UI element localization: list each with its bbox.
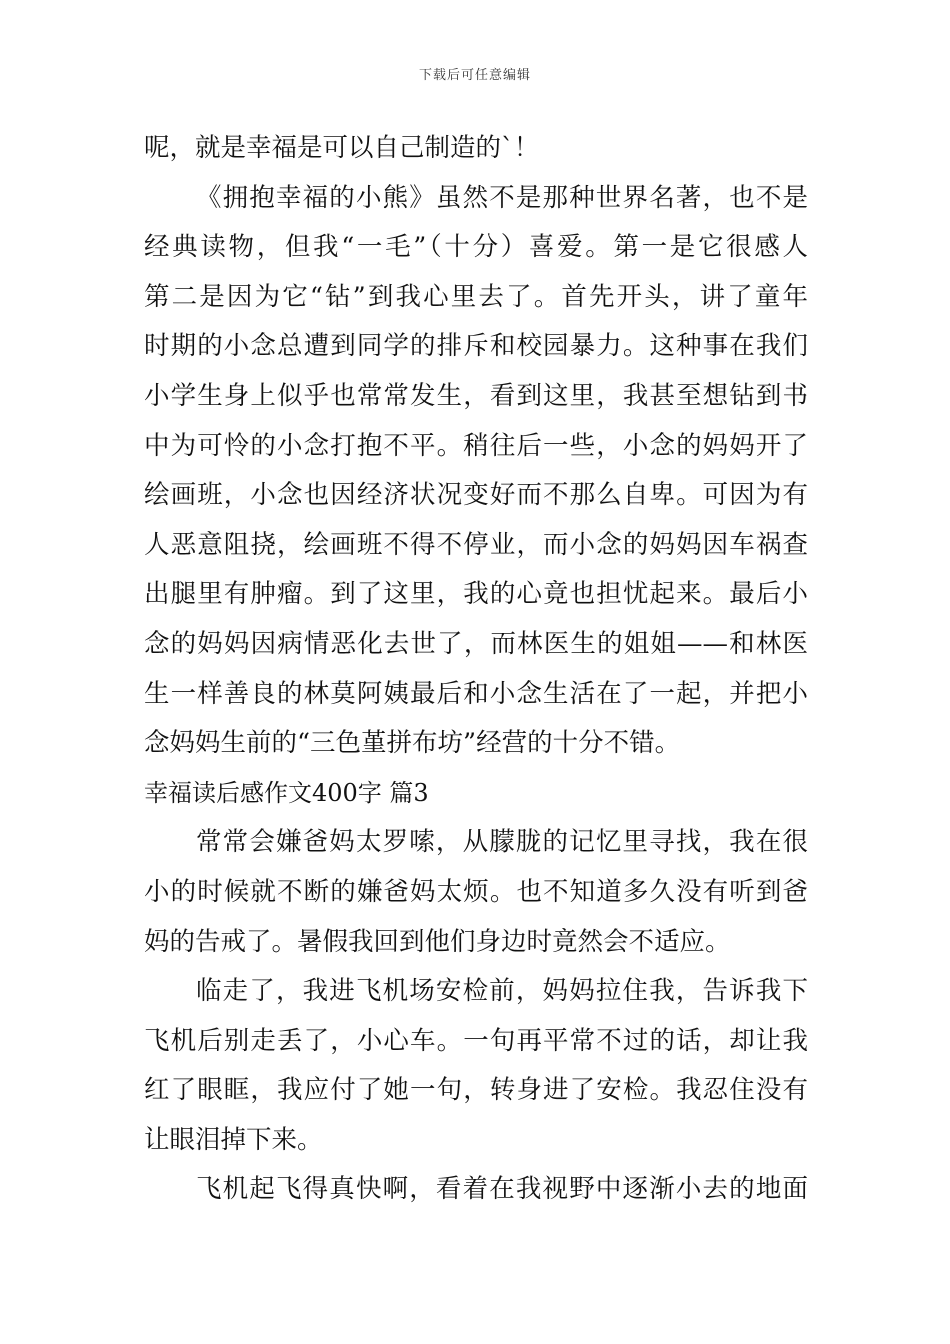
text-line: 飞机起飞得真快啊，看着在我视野中逐渐小去的地面 — [196, 1174, 808, 1205]
text-line: 红了眼眶，我应付了她一句，转身进了安检。我忍住没有 — [144, 1075, 808, 1106]
text-line: 小学生身上似乎也常常发生，看到这里，我甚至想钻到书 — [144, 380, 808, 411]
section-heading: 幸福读后感作文400字 篇3 — [144, 778, 429, 807]
text-line: 《拥抱幸福的小熊》虽然不是那种世界名著，也不是 — [196, 182, 808, 213]
text-line: 出腿里有肿瘤。到了这里，我的心竟也担忧起来。最后小 — [144, 579, 808, 610]
text-line: 飞机后别走丢了，小心车。一句再平常不过的话，却让我 — [144, 1025, 808, 1056]
page-header: 下载后可任意编辑 — [418, 68, 531, 83]
text-line: 人恶意阻挠，绘画班不得不停业，而小念的妈妈因车祸查 — [144, 529, 808, 560]
document-body — [144, 124, 808, 1215]
text-line: 时期的小念总遭到同学的排斥和校园暴力。这种事在我们 — [144, 331, 808, 362]
text-line: 让眼泪掉下来。 — [144, 1124, 323, 1155]
text-line: 中为可怜的小念打抱不平。稍往后一些，小念的妈妈开了 — [144, 430, 808, 461]
text-line: 念的妈妈因病情恶化去世了，而林医生的姐姐——和林医 — [144, 628, 808, 659]
text-line: 呢，就是幸福是可以自己制造的`！ — [144, 133, 540, 163]
text-line: 生一样善良的林莫阿姨最后和小念生活在了一起，并把小 — [144, 678, 808, 709]
text-line: 第二是因为它“钻”到我心里去了。首先开头，讲了童年 — [144, 281, 808, 312]
text-line: 小的时候就不断的嫌爸妈太烦。也不知道多久没有听到爸 — [144, 876, 808, 907]
text-line: 绘画班，小念也因经济状况变好而不那么自卑。可因为有 — [144, 480, 808, 511]
text-line: 妈的告戒了。暑假我回到他们身边时竟然会不适应。 — [144, 926, 731, 957]
text-line: 常常会嫌爸妈太罗嗦，从朦胧的记忆里寻找，我在很 — [196, 827, 808, 858]
text-line: 经典读物，但我“一毛”（十分）喜爱。第一是它很感人 — [144, 232, 808, 263]
text-line: 临走了，我进飞机场安检前，妈妈拉住我，告诉我下 — [196, 976, 808, 1007]
text-line: 念妈妈生前的“三色堇拼布坊”经营的十分不错。 — [144, 728, 681, 759]
